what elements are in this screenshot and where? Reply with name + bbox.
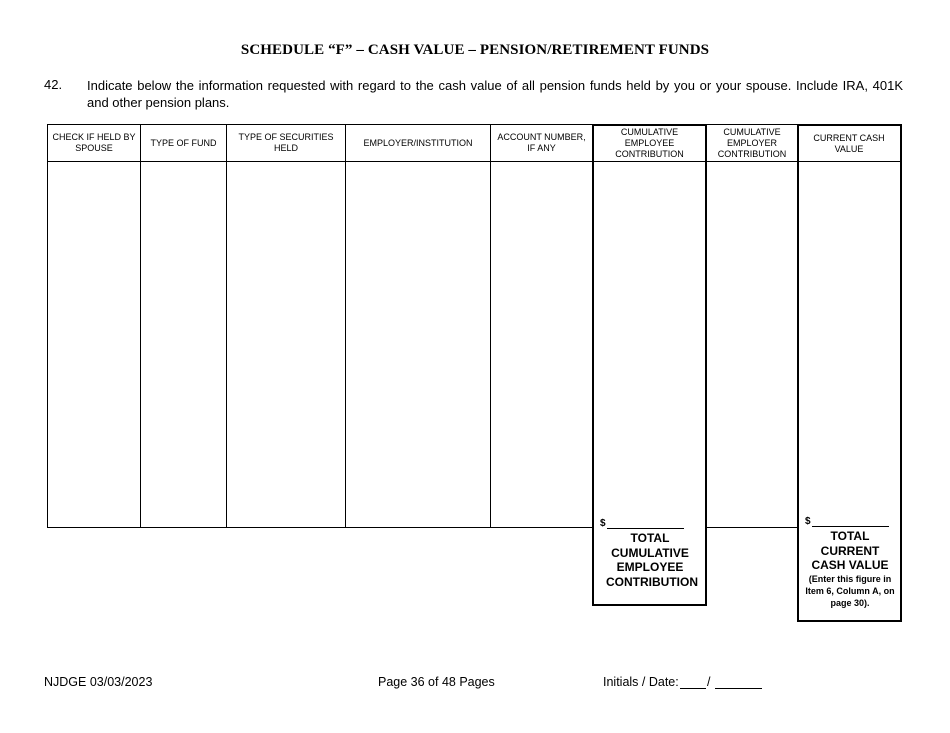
column-securities-held[interactable] [226,124,346,528]
header-employer-contribution: CUMULATIVE EMPLOYER CONTRIBUTION [706,124,798,162]
cash-total-dollar-sign: $ [805,516,811,527]
cash-total-note: (Enter this figure in Item 6, Column A, on page 30). [805,573,895,608]
column-held-by-spouse[interactable] [47,124,141,528]
employee-total-label: TOTAL CUMULATIVE EMPLOYEE CONTRIBUTION [606,531,698,589]
column-type-of-fund[interactable] [140,124,227,528]
initials-entry-line[interactable] [680,688,706,689]
cash-total-label [804,529,896,609]
date-entry-line[interactable] [715,688,762,689]
cash-total-entry-line[interactable] [812,526,889,527]
initials-date-separator: / [707,675,711,689]
header-account-number: ACCOUNT NUMBER, IF ANY [490,124,593,162]
header-securities-held: TYPE OF SECURITIES HELD [226,124,346,162]
column-employer-contribution[interactable] [706,124,798,528]
column-employer-institution[interactable] [345,124,491,528]
header-employer-institution: EMPLOYER/INSTITUTION [345,124,491,162]
column-account-number[interactable] [490,124,593,528]
header-type-of-fund: TYPE OF FUND [140,124,227,162]
form-id: NJDGE 03/03/2023 [44,675,153,689]
table-bottom-rule-left [47,527,593,528]
initials-date-label: Initials / Date: [603,675,679,689]
item-instructions: Indicate below the information requested with regard to the cash value of all pension funds held by you or your spouse. Include IRA, 401K and other pension plans. [87,78,903,110]
cash-total-title: TOTAL CURRENT CASH VALUE [811,529,889,572]
page-title: SCHEDULE “F” – CASH VALUE – PENSION/RETIREMENT FUNDS [240,42,710,58]
table-bottom-rule-middle [706,527,798,528]
employee-total-dollar-sign: $ [600,518,606,529]
header-employee-contribution: CUMULATIVE EMPLOYEE CONTRIBUTION [592,124,707,162]
header-current-cash-value: CURRENT CASH VALUE [797,124,901,162]
employee-total-entry-line[interactable] [607,528,684,529]
header-held-by-spouse: CHECK IF HELD BY SPOUSE [47,124,141,162]
page-number: Page 36 of 48 Pages [378,675,495,689]
item-number: 42. [44,77,63,92]
